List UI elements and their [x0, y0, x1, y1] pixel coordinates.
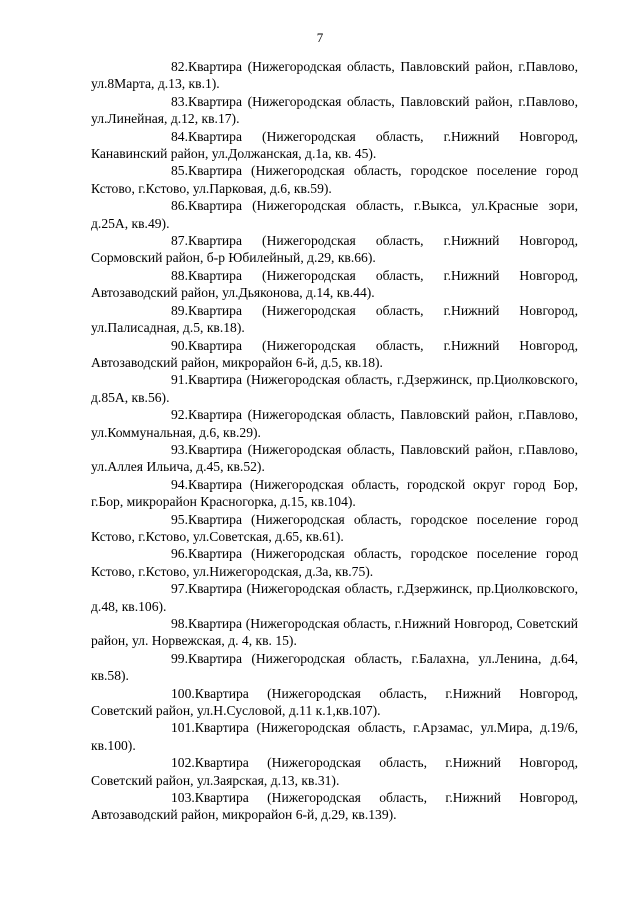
item-number: 84. — [171, 128, 188, 144]
item-number: 88. — [171, 267, 188, 283]
item-text: Квартира (Нижегородская область, Павловский район, г.Павлово, ул.8Марта, д.13, кв.1). — [91, 59, 578, 92]
item-text: Квартира (Нижегородская область, г.Балахна, ул.Ленина, д.64, кв.58). — [91, 650, 578, 684]
item-number: 89. — [171, 302, 188, 318]
item-number: 94. — [171, 476, 188, 492]
list-item — [91, 58, 578, 93]
list-item — [91, 197, 578, 232]
item-number: 90. — [171, 337, 188, 353]
item-text: Квартира (Нижегородская область, городское поселение город Кстово, г.Кстово, ул.Парковая, д.6, кв.59). — [91, 163, 578, 196]
item-text: Квартира (Нижегородская область, г.Нижний Новгород, Советский район, ул.Н.Сусловой, д.11 к.1,кв.107). — [91, 685, 578, 719]
item-number: 83. — [171, 93, 188, 109]
list-item — [91, 789, 578, 824]
list-item — [91, 93, 578, 128]
property-list — [91, 58, 578, 824]
item-text: Квартира (Нижегородская область, г.Нижний Новгород, Автозаводский район, микрорайон 6-й, д.29, кв.139). — [91, 790, 578, 823]
item-text: Квартира (Нижегородская область, Павловский район, г.Павлово, ул.Аллея Ильича, д.45, кв.52). — [91, 441, 578, 475]
item-number: 97. — [171, 581, 188, 597]
list-item — [91, 545, 578, 580]
item-text: Квартира (Нижегородская область, городское поселение город Кстово, г.Кстово, ул.Нижегородская, д.3а, кв.75). — [91, 546, 578, 579]
item-number: 96. — [171, 546, 188, 562]
list-item — [91, 128, 578, 163]
item-text: Квартира (Нижегородская область, г.Выкса, ул.Красные зори, д.25А, кв.49). — [91, 198, 578, 231]
item-number: 101. — [171, 720, 195, 736]
item-text: Квартира (Нижегородская область, г.Дзержинск, пр.Циолковского, д.85А, кв.56). — [91, 372, 578, 405]
list-item — [91, 371, 578, 406]
item-number: 86. — [171, 198, 188, 214]
item-text: Квартира (Нижегородская область, Павловский район, г.Павлово, ул.Коммунальная, д.6, кв.29). — [91, 407, 578, 440]
item-number: 95. — [171, 511, 188, 527]
item-number: 100. — [171, 685, 195, 701]
item-number: 92. — [171, 407, 188, 423]
list-item — [91, 441, 578, 476]
list-item — [91, 719, 578, 754]
page-number: 7 — [316, 30, 324, 45]
list-item — [91, 162, 578, 197]
list-item — [91, 267, 578, 302]
item-number: 93. — [171, 441, 188, 457]
item-number: 98. — [171, 616, 188, 631]
list-item — [91, 650, 578, 685]
item-number: 103. — [171, 790, 195, 806]
item-number: 102. — [171, 755, 195, 771]
item-text: Квартира (Нижегородская область, г.Нижний Новгород, Сормовский район, б-р Юбилейный, д.29, кв.66). — [91, 233, 578, 266]
item-number: 99. — [171, 650, 188, 666]
item-text: Квартира (Нижегородская область, г.Нижний Новгород, ул.Палисадная, д.5, кв.18). — [91, 302, 578, 336]
item-text: Квартира (Нижегородская область, Павловский район, г.Павлово, ул.Линейная, д.12, кв.17). — [91, 93, 578, 127]
item-number: 87. — [171, 233, 188, 249]
item-text: Квартира (Нижегородская область, городской округ город Бор, г.Бор, микрорайон Красногорка, д.15, кв.104). — [91, 476, 578, 510]
item-text: Квартира (Нижегородская область, г.Нижний Новгород, Автозаводский район, микрорайон 6-й, д.5, кв.18). — [91, 337, 578, 370]
list-item — [91, 232, 578, 267]
list-item — [91, 615, 578, 650]
item-number: 85. — [171, 163, 188, 179]
list-item — [91, 337, 578, 372]
item-number: 91. — [171, 372, 188, 388]
list-item — [91, 754, 578, 789]
item-text: Квартира (Нижегородская область, г.Нижний Новгород, Автозаводский район, ул.Дьяконова, д.14, кв.44). — [91, 267, 578, 301]
item-text: Квартира (Нижегородская область, г.Арзамас, ул.Мира, д.19/6, кв.100). — [91, 720, 578, 753]
item-text: Квартира (Нижегородская область, г.Нижний Новгород, Советский район, ул. Норвежская, д. 4, кв. 15). — [91, 616, 578, 649]
list-item — [91, 580, 578, 615]
list-item — [91, 302, 578, 337]
item-text: Квартира (Нижегородская область, г.Нижний Новгород, Советский район, ул.Заярская, д.13, кв.31). — [91, 755, 578, 788]
list-item — [91, 685, 578, 720]
list-item — [91, 511, 578, 546]
item-text: Квартира (Нижегородская область, г.Нижний Новгород, Канавинский район, ул.Должанская, д.1а, кв. 45). — [91, 128, 578, 162]
item-text: Квартира (Нижегородская область, городское поселение город Кстово, г.Кстово, ул.Советская, д.65, кв.61). — [91, 511, 578, 544]
item-text: Квартира (Нижегородская область, г.Дзержинск, пр.Циолковского, д.48, кв.106). — [91, 581, 578, 614]
list-item — [91, 406, 578, 441]
item-number: 82. — [171, 59, 188, 74]
list-item — [91, 476, 578, 511]
